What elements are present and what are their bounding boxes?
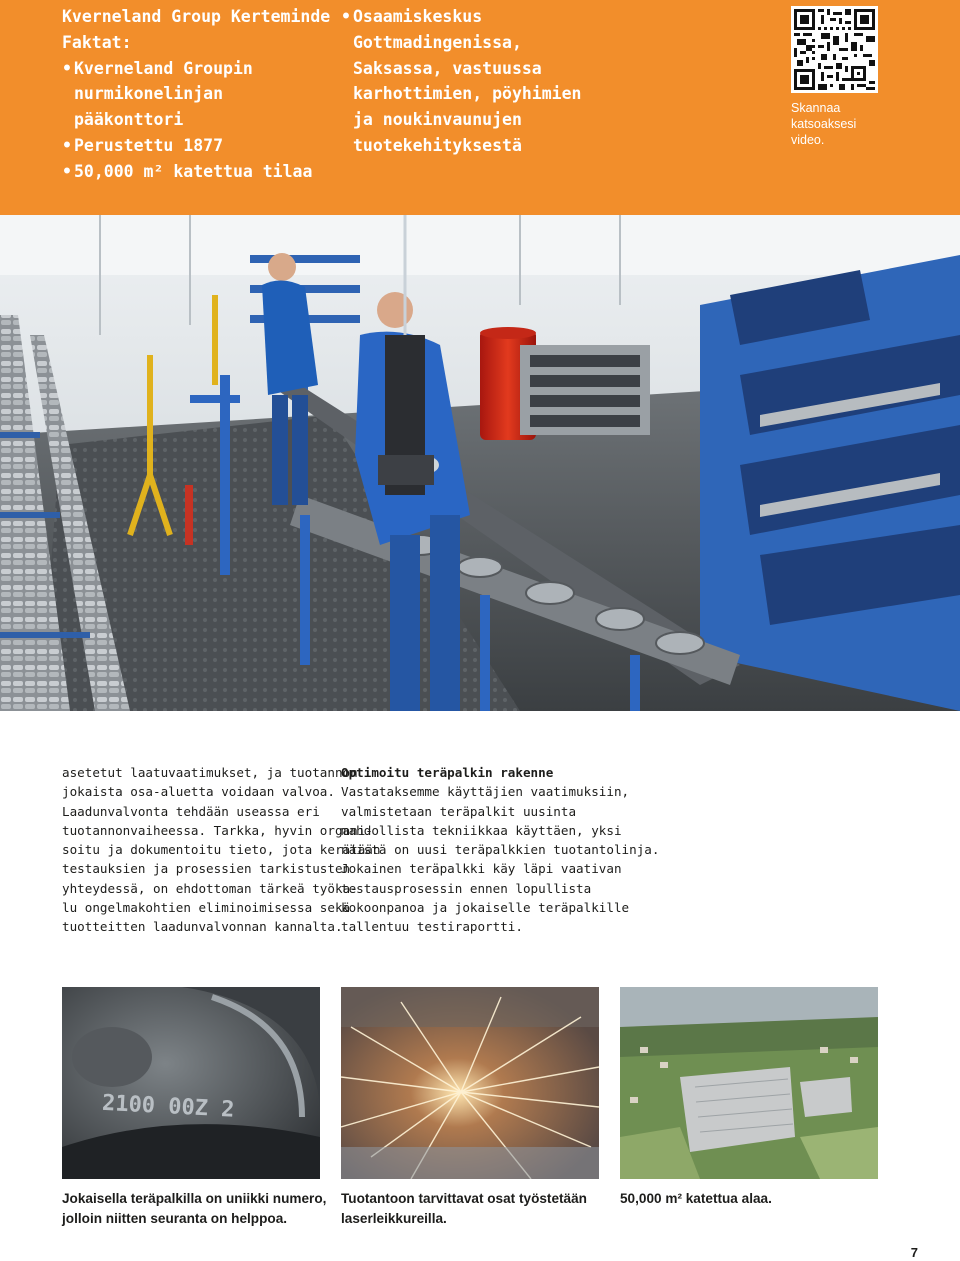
body-line: kokoonpanoa ja jokaiselle teräpalkille (341, 900, 630, 916)
photo-caption (620, 1189, 878, 1209)
body-line: näistä on uusi teräpalkkien tuotantolinja. (341, 842, 660, 858)
aerial-factory-photo (620, 987, 878, 1179)
caption-line: Jokaisella teräpalkilla on uniikki numero, (62, 1191, 327, 1206)
serial-number-photo (62, 987, 320, 1179)
caption-line: Tuotantoon tarvittavat osat työstetään (341, 1191, 587, 1206)
facts-subtitle: Faktat: (62, 32, 132, 52)
laser-cutting-photo (341, 987, 599, 1179)
body-line: tallentuu testiraportti. (341, 919, 523, 935)
fact-line: nurmikonelinjan (74, 84, 224, 104)
center-line: tuotekehityksestä (353, 135, 522, 155)
section-heading: Optimoitu teräpalkin rakenne (341, 765, 554, 780)
photo-caption (62, 1189, 327, 1229)
facts-box (62, 4, 332, 185)
body-line: mahdollista tekniikkaa käyttäen, yksi (341, 822, 622, 838)
body-line: asetetut laatuvaatimukset, ja tuotannon (62, 765, 358, 780)
center-line: ja noukinvaunujen (353, 110, 522, 130)
blade-beam-text-column (341, 763, 660, 937)
laser-sparks-illustration (341, 987, 599, 1179)
body-line: valmistetaan teräpalkit uusinta (341, 803, 577, 819)
qr-caption-line: katsoaksesi (791, 117, 857, 131)
serial-stamp: 2100 00Z 2 (101, 1090, 236, 1123)
serial-number-illustration (62, 987, 320, 1179)
body-line: tuotteitten laadunvalvonnan kannalta. (62, 919, 343, 935)
body-line: Jokainen teräpalkki käy läpi vaativan (341, 861, 622, 877)
qr-caption (791, 100, 901, 148)
body-line: lu ongelmakohtien eliminoimisessa sekä (62, 900, 351, 916)
body-line: jokaista osa-aluetta voidaan valvoa. (62, 784, 335, 800)
qr-code-icon (794, 9, 875, 90)
body-line: yhteydessä, on ehdottoman tärkeä työka- (62, 880, 358, 896)
header-banner (0, 0, 960, 215)
bullet: • (62, 135, 72, 155)
body-line: Laadunvalvonta tehdään useassa eri (62, 803, 320, 819)
bullet: • (62, 58, 72, 78)
caption-line: laserleikkureilla. (341, 1211, 447, 1226)
quality-text-column (62, 763, 381, 937)
fact-line: pääkonttori (74, 110, 184, 130)
bullet: • (62, 161, 72, 181)
fact-item (62, 56, 332, 133)
body-line: testausprosessin ennen lopullista (341, 880, 592, 896)
photo-caption (341, 1189, 599, 1229)
fact-line: Perustettu 1877 (74, 135, 224, 155)
qr-caption-line: video. (791, 133, 825, 147)
fact-line: 50,000 m² katettua tilaa (74, 161, 313, 181)
bullet: • (341, 7, 351, 26)
caption-line: jolloin niitten seuranta on helppoa. (62, 1211, 288, 1226)
body-line: tuotannonvaiheessa. Tarkka, hyvin organi- (62, 822, 373, 838)
competence-center-text (341, 4, 601, 159)
fact-line: Kverneland Groupin (74, 58, 253, 78)
factory-production-line-photo (0, 215, 960, 711)
body-line: Vastataksemme käyttäjien vaatimuksiin, (341, 784, 630, 800)
caption-line: 50,000 m² katettua alaa. (620, 1191, 772, 1206)
qr-caption-line: Skannaa (791, 101, 841, 115)
center-line: Osaamiskeskus (353, 7, 483, 26)
aerial-view-illustration (620, 987, 878, 1179)
factory-photo-illustration (0, 215, 960, 711)
center-line: karhottimien, pöyhimien (353, 84, 582, 104)
facts-title: Kverneland Group Kerteminde (62, 7, 331, 26)
fact-item (62, 159, 332, 185)
body-line: testauksien ja prosessien tarkistusten (62, 861, 351, 877)
page-number: 7 (910, 1245, 918, 1260)
fact-item (62, 133, 332, 159)
center-line: Saksassa, vastuussa (353, 58, 542, 78)
center-item (341, 4, 601, 159)
body-line: soitu ja dokumentoitu tieto, jota kerätään (62, 842, 381, 858)
center-line: Gottmadingenissa, (353, 32, 522, 52)
qr-code[interactable] (791, 6, 878, 93)
